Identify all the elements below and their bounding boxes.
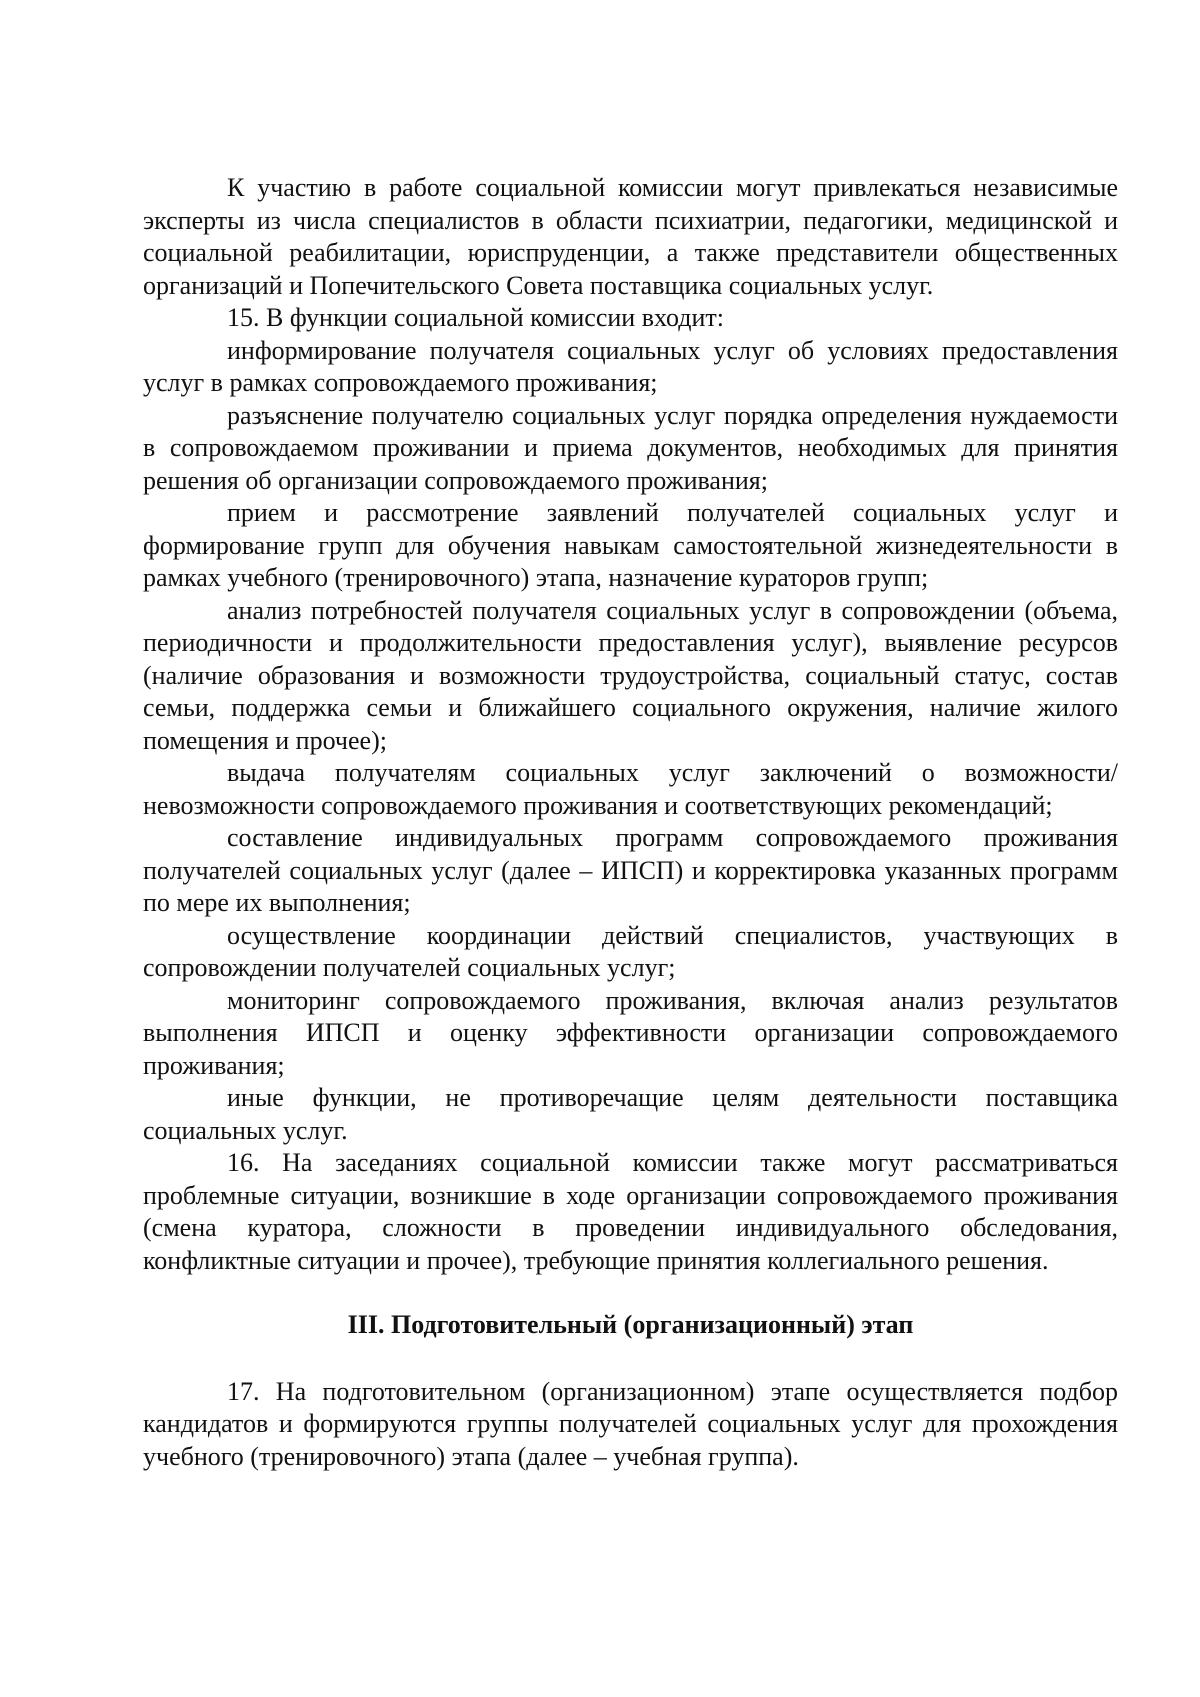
section-heading: III. Подготовительный (организационный) этап [347, 1310, 914, 1339]
paragraph-ipsp: составление индивидуальных программ сопровождаемого проживания получателей социальных услуг (далее – ИПСП) и корректировка указанных программ по мере их выполнения; [143, 823, 1118, 917]
paragraph-item-15: 15. В функции социальной комиссии входит: [227, 303, 724, 332]
paragraph-item-17: 17. На подготовительном (организационном) этапе осуществляется подбор кандидатов и формируются группы получателей социальных услуг для прохождения учебного (тренировочного) этапа (далее – учебная группа). [143, 1376, 1118, 1471]
paragraph-conclusions: выдача получателям социальных услуг заключений о возможности/невозможности сопровождаемого проживания и соответствующих рекомендаций; [143, 758, 1118, 820]
paragraph-coordination: осуществление координации действий специалистов, участвующих в сопровождении получателей социальных услуг; [143, 920, 1118, 982]
paragraph-applications: прием и рассмотрение заявлений получателей социальных услуг и формирование групп для обучения навыкам самостоятельной жизнедеятельности в рамках учебного (тренировочного) этапа, назначение кураторов групп; [143, 498, 1118, 592]
paragraph-needs-analysis: анализ потребностей получателя социальных услуг в сопровождении (объема, периодичности и продолжительности предоставления услуг), выявление ресурсов (наличие образования и возможности трудоустройства, социальный статус, состав семьи, поддержка семьи и ближайшего социального окружения, наличие жилого помещения и прочее); [143, 595, 1118, 755]
paragraph-explanation: разъяснение получателю социальных услуг порядка определения нуждаемости в сопровождаемом проживании и приема документов, необходимых для принятия решения об организации сопровождаемого проживания; [143, 400, 1118, 495]
paragraph-other-functions: иные функции, не противоречащие целям деятельности поставщика социальных услуг. [143, 1083, 1118, 1145]
paragraph-informing: информирование получателя социальных услуг об условиях предоставления услуг в рамках сопровождаемого проживания; [143, 335, 1118, 397]
paragraph-item-16: 16. На заседаниях социальной комиссии также могут рассматриваться проблемные ситуации, возникшие в ходе организации сопровождаемого проживания (смена куратора, сложности в проведении индивидуального обследования, конфликтные ситуации и прочее), требующие принятия коллегиального решения. [143, 1148, 1118, 1275]
document-body [143, 172, 1118, 1473]
paragraph-monitoring: мониторинг сопровождаемого проживания, включая анализ результатов выполнения ИПСП и оценку эффективности организации сопровождаемого проживания; [143, 985, 1118, 1080]
paragraph-experts: К участию в работе социальной комиссии могут привлекаться независимые эксперты из числа специалистов в области психиатрии, педагогики, медицинской и социальной реабилитации, юриспруденции, а также представители общественных организаций и Попечительского Совета поставщика социальных услуг. [143, 173, 1118, 300]
